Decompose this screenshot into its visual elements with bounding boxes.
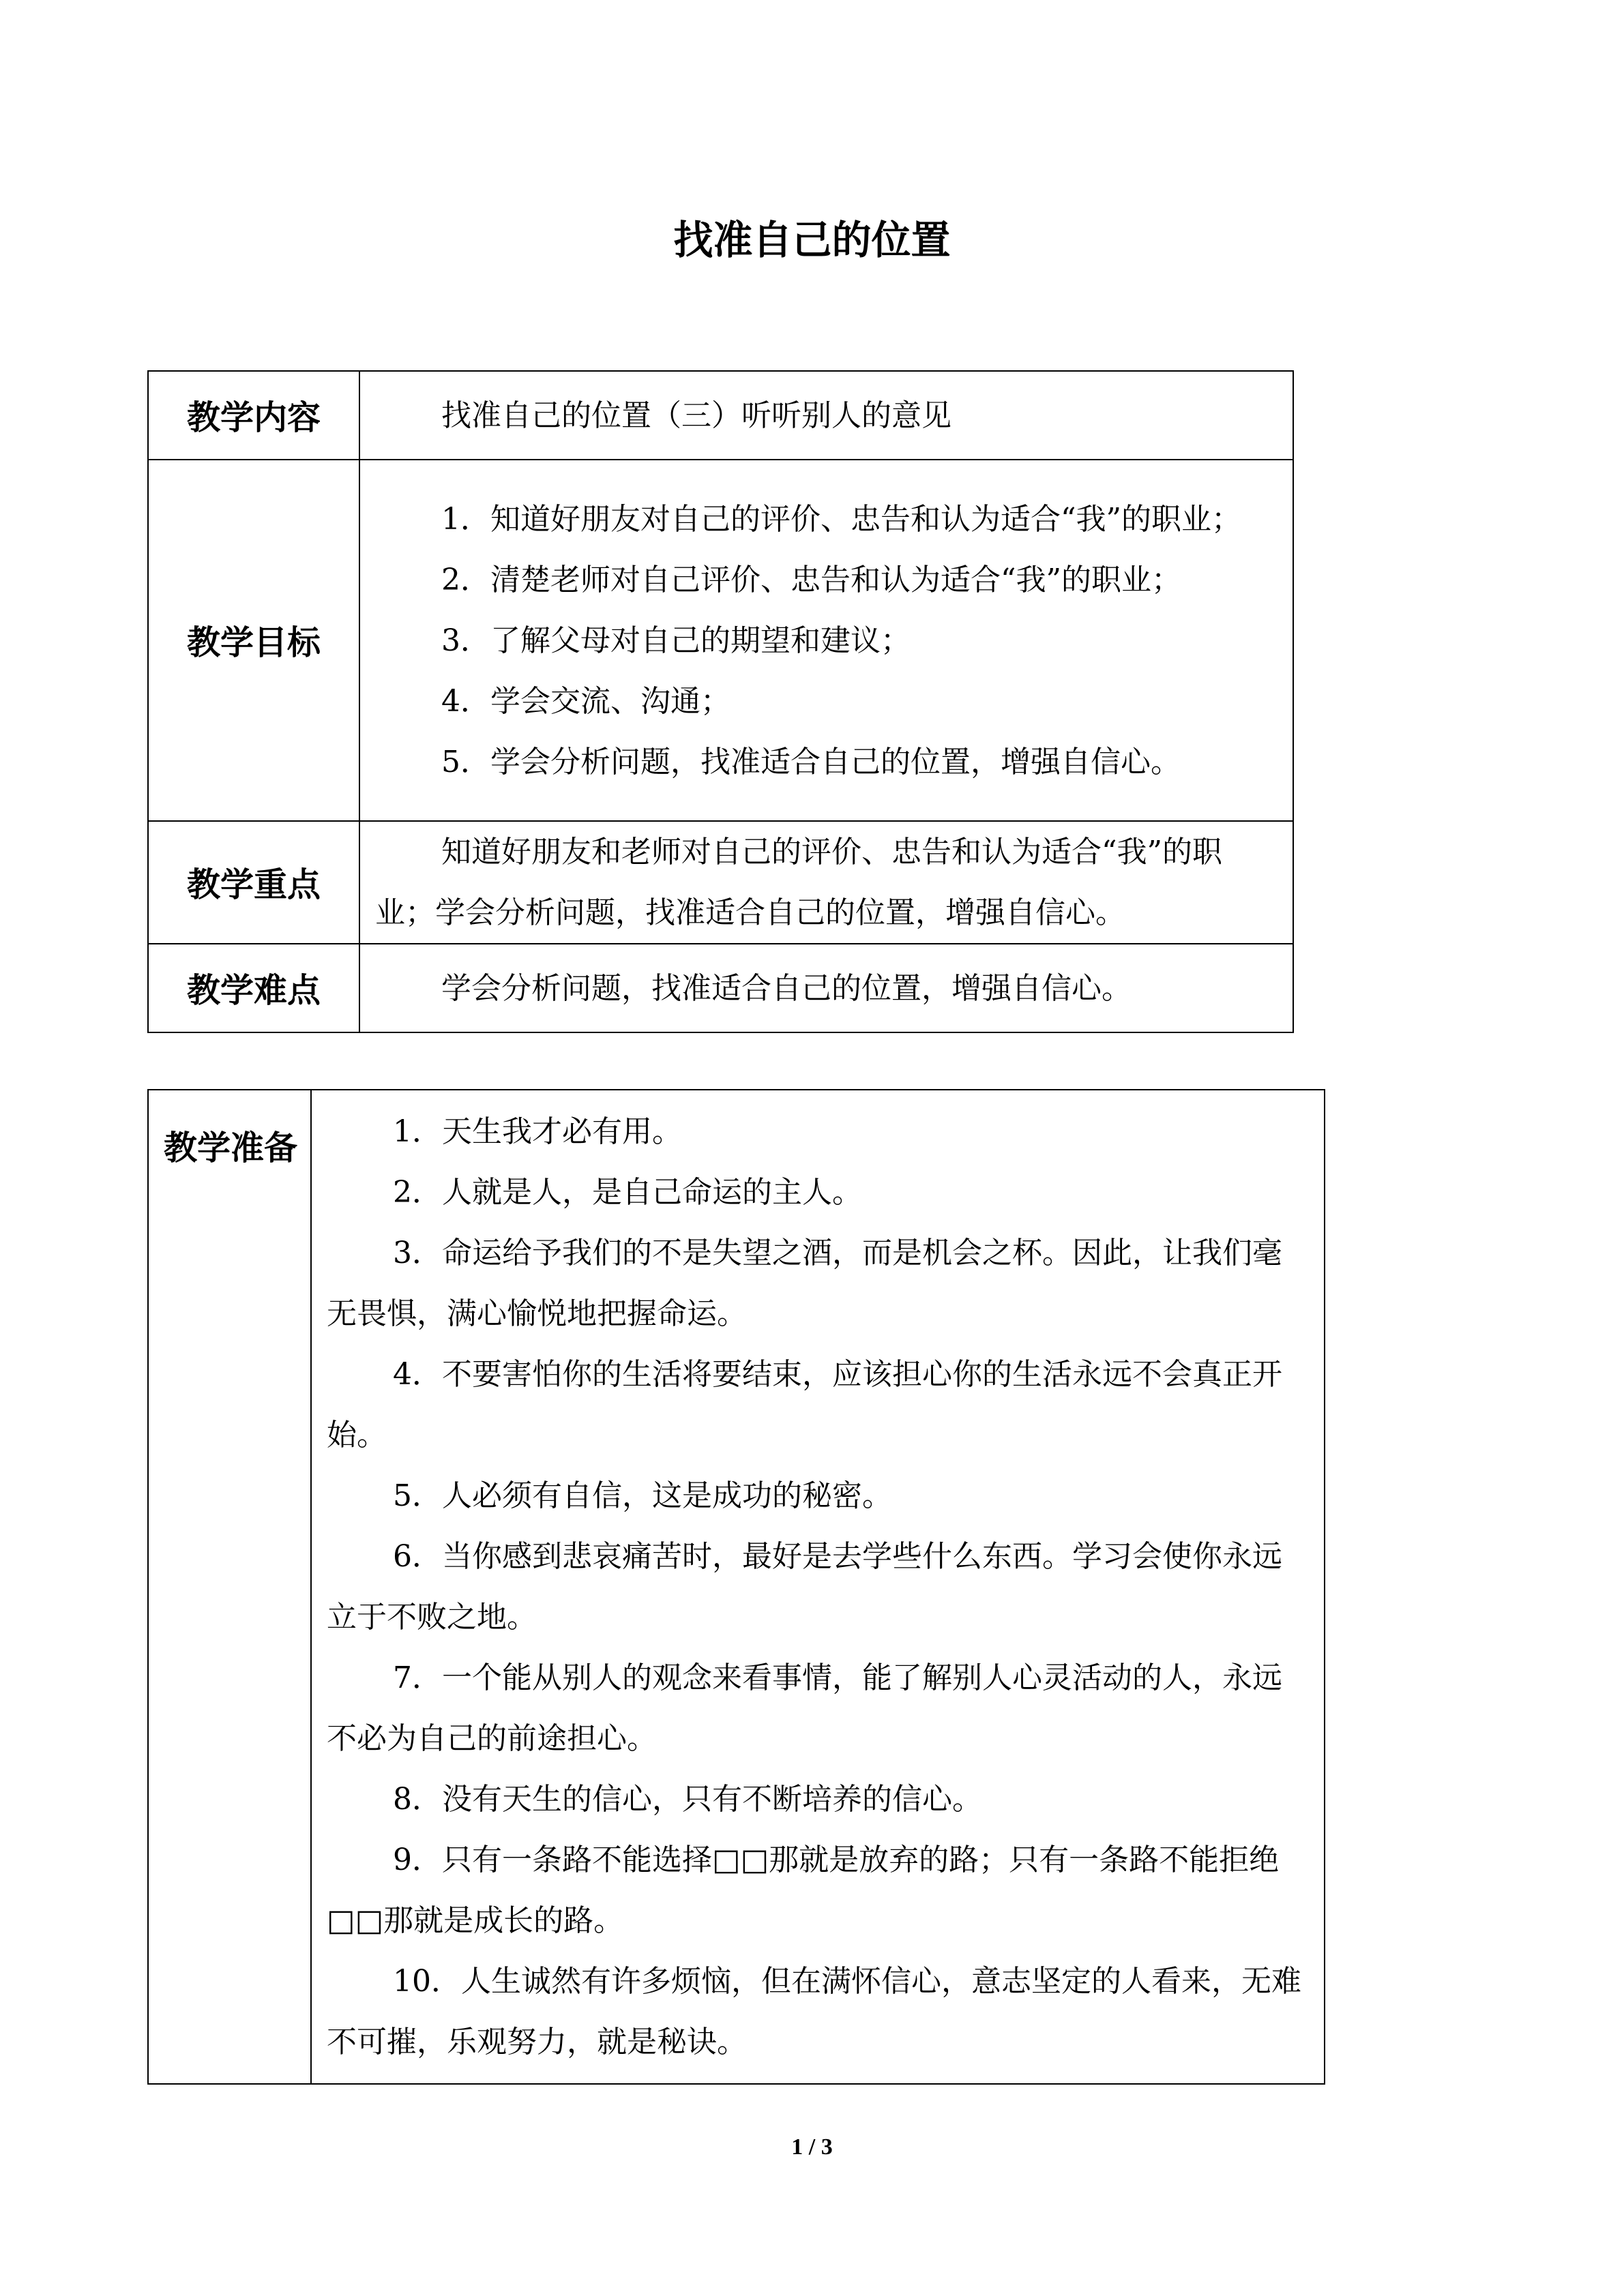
quote-item: 10．人生诚然有许多烦恼，但在满怀信心，意志坚定的人看来，无难不可摧，乐观努力，就是秘诀。 [327, 1964, 1301, 2059]
row-content-cell [311, 1090, 1325, 2084]
quote-item: 3．命运给予我们的不是失望之酒，而是机会之杯。因此，让我们毫无畏惧，满心愉悦地把握命运。 [327, 1236, 1282, 1331]
lesson-info-table [147, 370, 1294, 1033]
row-label: 教学重点 [148, 821, 359, 944]
objective-item: 5．学会分析问题，找准适合自己的位置，增强自信心。 [441, 744, 1181, 779]
preparation-table [147, 1089, 1325, 2085]
table-row-objectives [148, 460, 1293, 821]
row-content-cell [359, 821, 1293, 944]
quote-item: 9．只有一条路不能选择□□那就是放弃的路；只有一条路不能拒绝□□那就是成长的路。 [327, 1843, 1280, 1938]
paragraph: 知道好朋友和老师对自己的评价、忠告和认为适合“我”的职业；学会分析问题，找准适合自己的位置，增强自信心。 [375, 835, 1222, 930]
paragraph: 学会分析问题，找准适合自己的位置，增强自信心。 [441, 970, 1132, 1006]
page-number: 1 / 3 [791, 2134, 833, 2160]
quote-item: 7．一个能从别人的观念来看事情，能了解别人心灵活动的人，永远不必为自己的前途担心。 [327, 1660, 1282, 1756]
objective-item: 4．学会交流、沟通； [441, 683, 730, 719]
objective-item: 3．了解父母对自己的期望和建议； [441, 623, 911, 658]
row-label: 教学难点 [148, 944, 359, 1032]
row-content-cell [359, 371, 1293, 460]
quote-item: 5．人必须有自信，这是成功的秘密。 [393, 1478, 892, 1513]
quote-item: 8．没有天生的信心，只有不断培养的信心。 [393, 1782, 982, 1817]
row-content-cell [359, 944, 1293, 1032]
quote-item: 2．人就是人，是自己命运的主人。 [393, 1175, 862, 1210]
paragraph: 找准自己的位置（三）听听别人的意见 [441, 398, 951, 433]
table-row-key-points [148, 821, 1293, 944]
objective-item: 1．知道好朋友对自己的评价、忠告和认为适合“我”的职业； [441, 501, 1241, 537]
quote-item: 1．天生我才必有用。 [393, 1114, 682, 1149]
table-row-difficulties [148, 944, 1293, 1032]
objective-item: 2．清楚老师对自己评价、忠告和认为适合“我”的职业； [441, 562, 1181, 597]
table-row-content [148, 371, 1293, 460]
row-label: 教学内容 [148, 371, 359, 460]
row-label: 教学准备 [148, 1090, 311, 2084]
row-content-cell [359, 460, 1293, 821]
quote-item: 4．不要害怕你的生活将要结束，应该担心你的生活永远不会真正开始。 [327, 1357, 1282, 1452]
table-row-preparation [148, 1090, 1325, 2084]
page-title: 找准自己的位置 [673, 217, 951, 263]
row-label: 教学目标 [148, 460, 359, 821]
quote-item: 6．当你感到悲哀痛苦时，最好是去学些什么东西。学习会使你永远立于不败之地。 [327, 1539, 1282, 1635]
